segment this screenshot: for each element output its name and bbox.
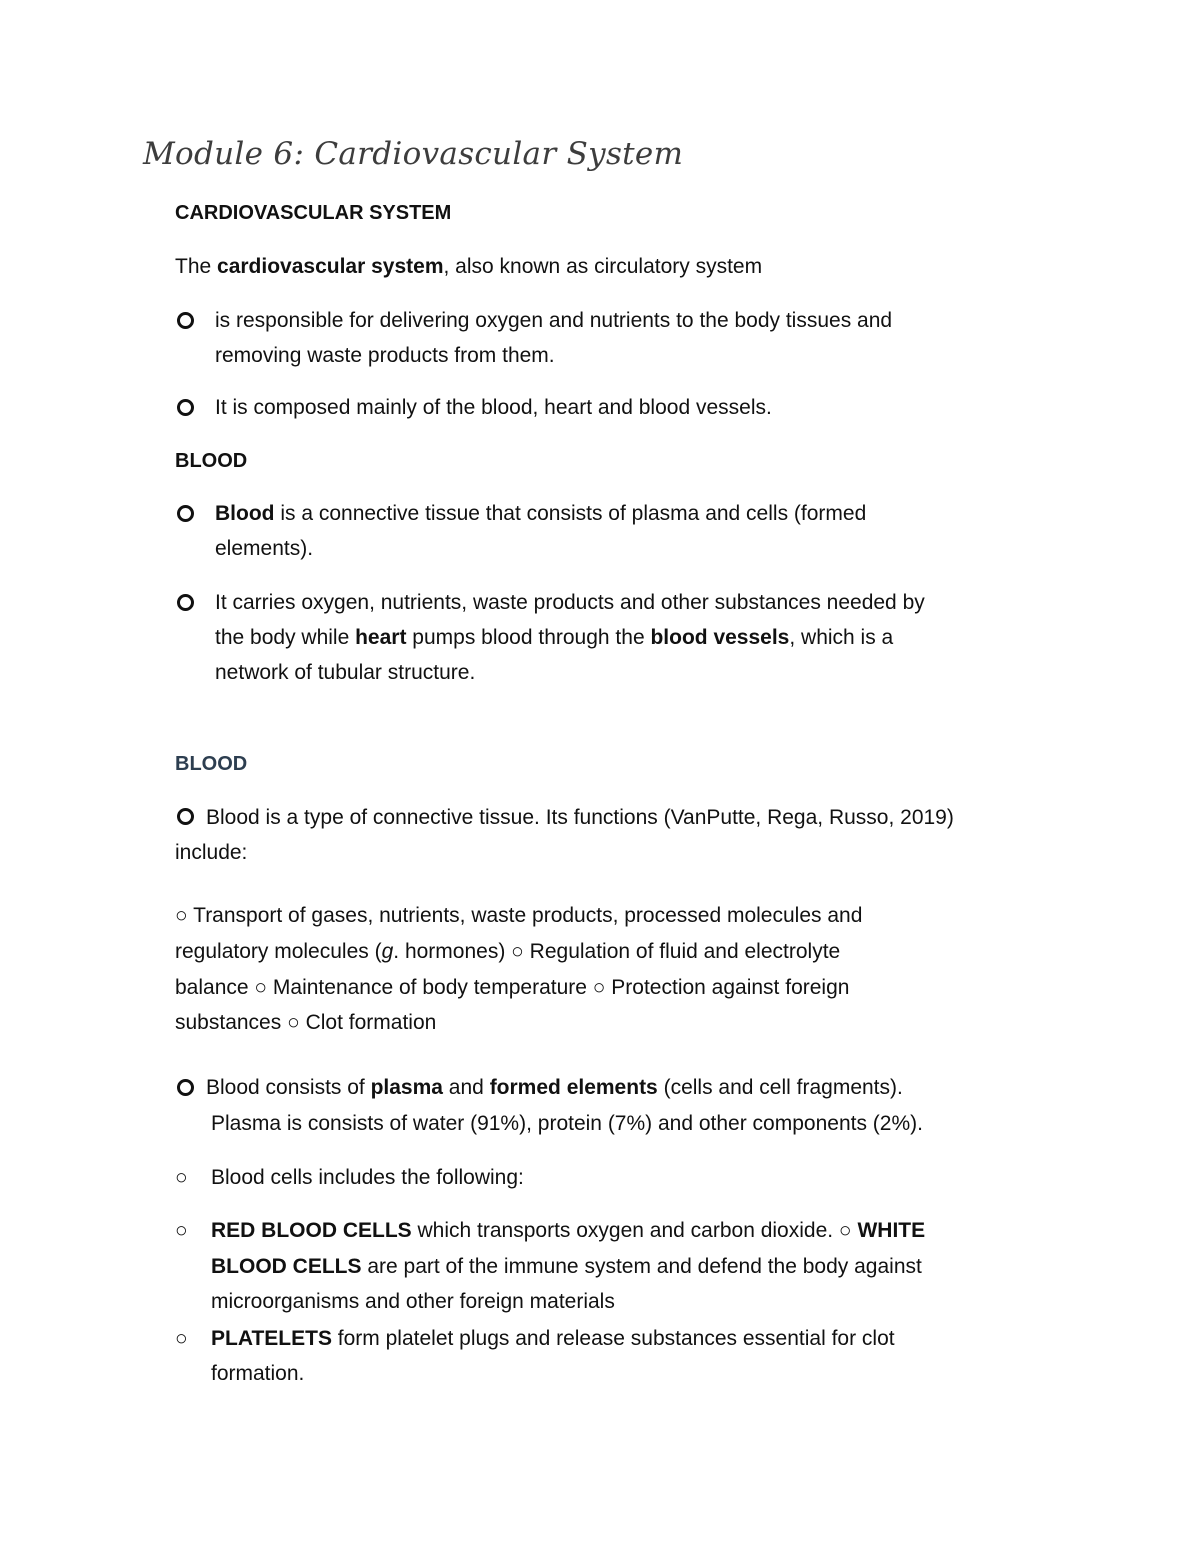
- functions-list-line3: balance ○ Maintenance of body temperature ○ Protection against foreign: [175, 976, 850, 999]
- functions-list-line2: [175, 934, 840, 969]
- section-heading-cardiovascular: CARDIOVASCULAR SYSTEM: [175, 202, 452, 224]
- bullet-blood-bold: Blood: [215, 502, 275, 525]
- platelets-line2: formation.: [211, 1362, 305, 1385]
- text-bold-rbc: RED BLOOD CELLS: [211, 1219, 412, 1242]
- bullet-carries-line2: [215, 620, 893, 655]
- intro-text-c: , also known as circulatory system: [443, 255, 763, 278]
- section-heading-blood: BLOOD: [175, 450, 248, 472]
- text-run: (cells and cell fragments).: [657, 1076, 903, 1099]
- bullet-ring-icon: [177, 505, 194, 522]
- text-run: are part of the immune system and defend the body against: [361, 1255, 922, 1278]
- bullet-ring-icon: [177, 312, 194, 329]
- rbc-line1: [211, 1213, 925, 1248]
- bullet-blood-line2: elements).: [215, 537, 314, 560]
- text-run: pumps blood through the: [406, 626, 651, 649]
- intro-text-bold: cardiovascular system: [217, 255, 444, 278]
- text-run: the body while: [215, 626, 356, 649]
- text-run: and: [442, 1076, 490, 1099]
- text-run: Blood consists of: [206, 1076, 371, 1099]
- sub-bullet-marker: ○: [175, 1327, 188, 1350]
- bullet-composed: It is composed mainly of the blood, heart and blood vessels.: [215, 396, 772, 419]
- rbc-line2: [211, 1249, 922, 1284]
- text-bold-platelets: PLATELETS: [211, 1327, 332, 1350]
- bullet-blood-rest: is a connective tissue that consists of plasma and cells (formed: [274, 502, 867, 525]
- text-run: , which is a: [789, 626, 894, 649]
- text-bold-blood-vessels: blood vessels: [650, 626, 790, 649]
- blood-cells-intro: Blood cells includes the following:: [211, 1166, 524, 1189]
- text-bold-white: WHITE: [857, 1219, 926, 1242]
- rbc-line3: microorganisms and other foreign materials: [211, 1290, 615, 1313]
- text-run: form platelet plugs and release substances essential for clot: [331, 1327, 895, 1350]
- text-run: regulatory molecules (: [175, 940, 382, 963]
- bullet-ring-icon: [177, 1079, 194, 1096]
- sub-bullet-marker: ○: [175, 1219, 188, 1242]
- bullet-ring-icon: [177, 594, 194, 611]
- bullet-carries-line3: network of tubular structure.: [215, 661, 476, 684]
- bullet-responsible-line2: removing waste products from them.: [215, 344, 555, 367]
- functions-list-line4: substances ○ Clot formation: [175, 1011, 437, 1034]
- functions-line2: include:: [175, 841, 248, 864]
- text-bold-blood-cells: BLOOD CELLS: [211, 1255, 362, 1278]
- functions-line1: Blood is a type of connective tissue. Its functions (VanPutte, Rega, Russo, 2019): [206, 806, 954, 829]
- bullet-ring-icon: [177, 399, 194, 416]
- intro-paragraph: [175, 249, 762, 284]
- intro-text-a: The: [175, 255, 218, 278]
- consists-line1: [206, 1070, 903, 1105]
- functions-list-line1: ○ Transport of gases, nutrients, waste products, processed molecules and: [175, 904, 863, 927]
- platelets-line1: [211, 1321, 895, 1356]
- text-bold-formed-elements: formed elements: [489, 1076, 658, 1099]
- text-run: which transports oxygen and carbon dioxide. ○: [411, 1219, 858, 1242]
- bullet-carries-line1: It carries oxygen, nutrients, waste products and other substances needed by: [215, 591, 925, 614]
- consists-line2: Plasma is consists of water (91%), protein (7%) and other components (2%).: [211, 1112, 923, 1135]
- text-italic: g: [381, 940, 394, 963]
- bullet-ring-icon: [177, 808, 194, 825]
- bullet-blood-line1: [215, 496, 866, 531]
- section-heading-blood-2: BLOOD: [175, 753, 248, 775]
- bullet-responsible-line1: is responsible for delivering oxygen and nutrients to the body tissues and: [215, 309, 893, 332]
- text-bold-plasma: plasma: [370, 1076, 443, 1099]
- text-bold-heart: heart: [355, 626, 407, 649]
- module-title: Module 6: Cardiovascular System: [143, 136, 684, 172]
- sub-bullet-marker: ○: [175, 1166, 188, 1189]
- text-run: . hormones) ○ Regulation of fluid and electrolyte: [393, 940, 841, 963]
